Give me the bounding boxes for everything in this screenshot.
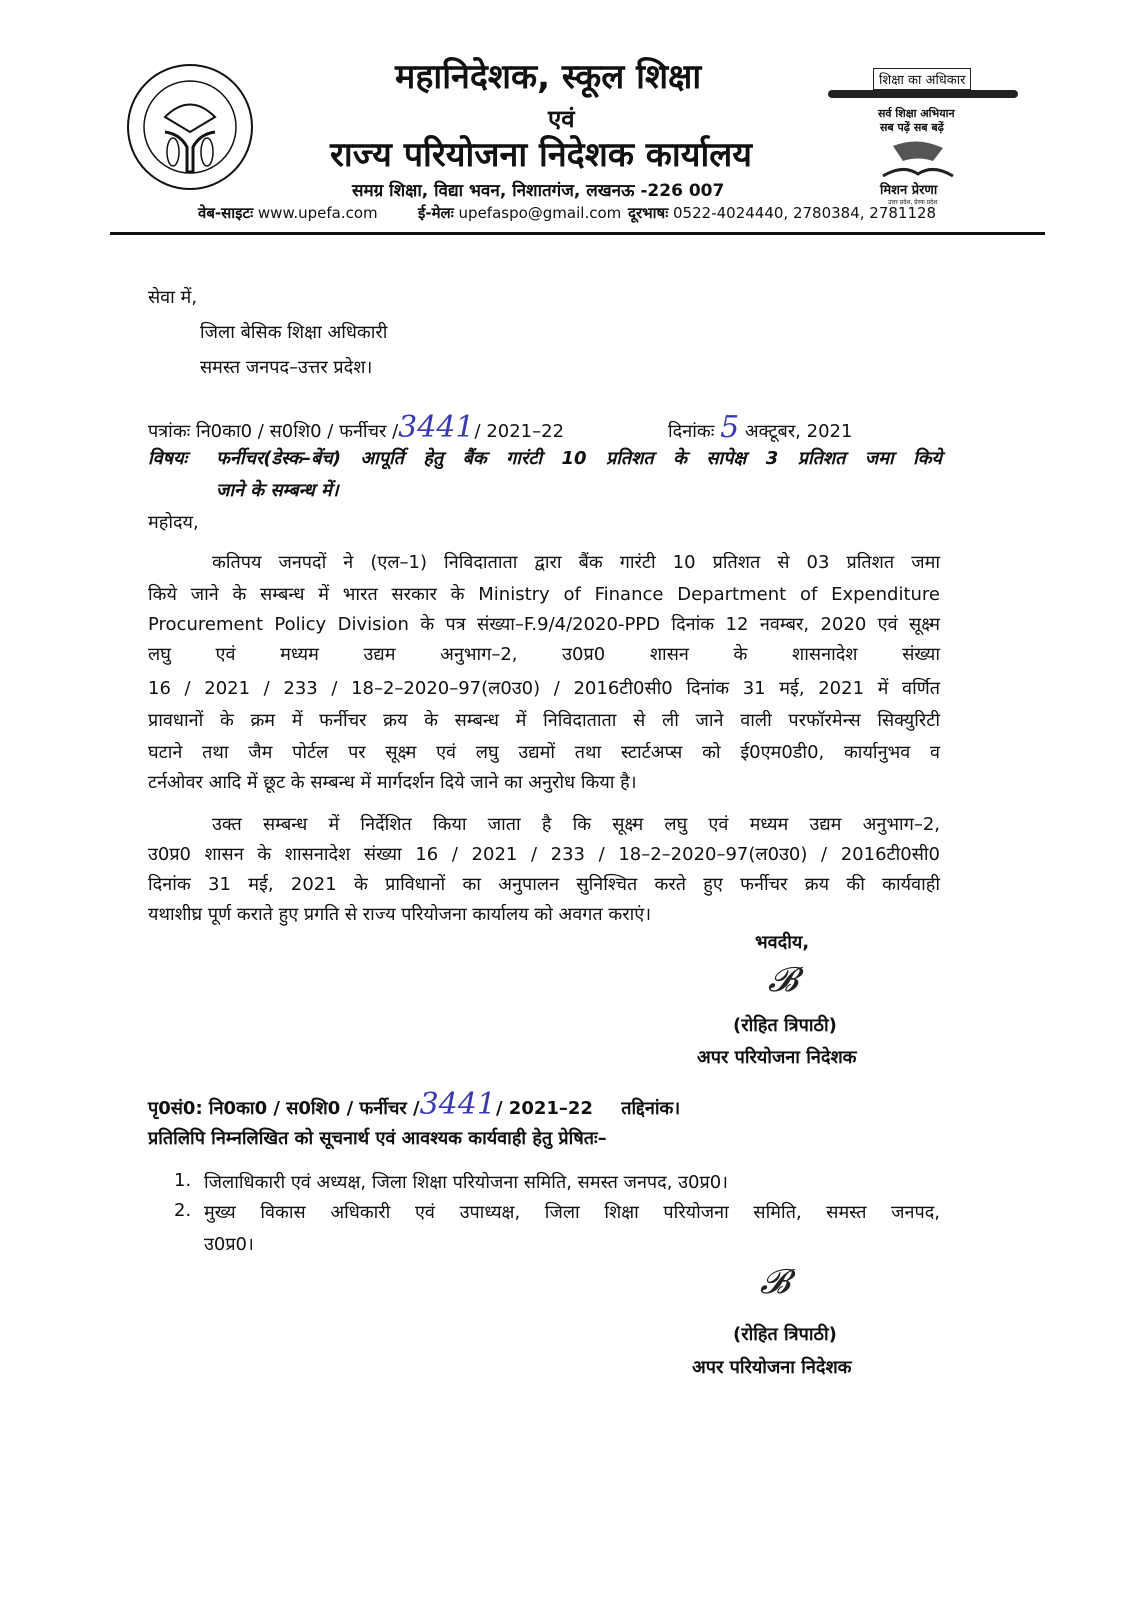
paragraph-line: उ0प्र0 शासन के शासनादेश संख्या 16 / 2021 / 233 / 18–2–2020–97(ल0उ0) / 2016टी0सी0 bbox=[148, 844, 940, 865]
letter-date bbox=[668, 410, 852, 445]
signature: 𝓑 bbox=[768, 960, 798, 1000]
paragraph-line: टर्नओवर आदि में छूट के सम्बन्ध में मार्गदर्शन दिये जाने का अनुरोध किया है। bbox=[148, 772, 637, 793]
office-title-line3: राज्य परियोजना निदेशक कार्यालय bbox=[330, 135, 753, 175]
website-value: www.upefa.com bbox=[257, 204, 378, 222]
date-label: दिनांकः bbox=[668, 421, 715, 442]
date-rest: अक्टूबर, 2021 bbox=[744, 421, 853, 442]
list-item-continuation: उ0प्र0। bbox=[204, 1234, 254, 1255]
website bbox=[198, 203, 378, 223]
logo-line2: सब पढ़ें सब बढ़ें bbox=[880, 121, 944, 134]
paragraph-line: 16 / 2021 / 233 / 18–2–2020–97(ल0उ0) / 2016टी0सी0 दिनांक 31 मई, 2021 में वर्णित bbox=[148, 678, 940, 699]
ref-number-handwritten: 3441 bbox=[398, 410, 475, 445]
ssa-logo bbox=[828, 60, 1028, 210]
paragraph-line: लघु एवं मध्यम उद्यम अनुभाग–2, उ0प्र0 शासन के शासनादेश संख्या bbox=[148, 644, 940, 665]
office-title-line1: महानिदेशक, स्कूल शिक्षा bbox=[395, 57, 702, 97]
paragraph-line: किये जाने के सम्बन्ध में भारत सरकार के Ministry of Finance Department of Expenditure bbox=[148, 584, 940, 605]
paragraph-line: कतिपय जनपदों ने (एल–1) निविदाताता द्वारा बैंक गारंटी 10 प्रतिशत से 03 प्रतिशत जमा bbox=[212, 552, 940, 573]
list-item-number: 1. bbox=[174, 1170, 192, 1191]
header-divider bbox=[110, 232, 1045, 235]
subject-line2: जाने के सम्बन्ध में। bbox=[216, 480, 339, 501]
signatory-name: (रोहित त्रिपाठी) bbox=[733, 1015, 837, 1036]
addressee-line1: जिला बेसिक शिक्षा अधिकारी bbox=[200, 322, 388, 343]
date-day-handwritten: 5 bbox=[720, 410, 740, 445]
website-label: वेब-साइटः bbox=[198, 204, 254, 222]
pencil-icon bbox=[828, 90, 1018, 98]
paragraph-line: उक्त सम्बन्ध में निर्देशित किया जाता है कि सूक्ष्म लघु एवं मध्यम उद्यम अनुभाग–2, bbox=[212, 814, 940, 835]
addressee-to: सेवा में, bbox=[148, 287, 198, 308]
list-item-number: 2. bbox=[174, 1200, 192, 1221]
office-title-line2: एवं bbox=[548, 105, 575, 133]
copy-ref-suffix: / 2021–22 bbox=[495, 1098, 593, 1119]
paragraph-line: दिनांक 31 मई, 2021 के प्राविधानों का अनुपालन सुनिश्चित करते हुए फर्नीचर क्रय की कार्यवाही bbox=[148, 874, 940, 895]
letter-reference bbox=[148, 410, 564, 445]
subject-label: विषयः bbox=[148, 448, 188, 469]
copy-intro: प्रतिलिपि निम्नलिखित को सूचनार्थ एवं आवश्यक कार्यवाही हेतु प्रेषितः– bbox=[148, 1128, 607, 1149]
copy-ref-date: तद्दिनांक। bbox=[621, 1098, 681, 1119]
phone-value: 0522-4024440, 2780384, 2781128 bbox=[673, 204, 937, 222]
logo-line1: सर्व शिक्षा अभियान bbox=[878, 107, 955, 120]
book-map-icon bbox=[878, 136, 958, 180]
paragraph-line: यथाशीघ्र पूर्ण कराते हुए प्रगति से राज्य परियोजना कार्यालय को अवगत कराएं। bbox=[148, 904, 652, 925]
email-label: ई-मेलः bbox=[418, 204, 454, 222]
addressee-line2: समस्त जनपद–उत्तर प्रदेश। bbox=[200, 357, 373, 378]
closing-yours: भवदीय, bbox=[755, 932, 810, 953]
paragraph-line: Procurement Policy Division के पत्र संख्या–F.9/4/2020-PPD दिनांक 12 नवम्बर, 2020 एवं सूक्ष्म bbox=[148, 614, 940, 635]
ref-suffix: / 2021–22 bbox=[474, 421, 565, 442]
list-item: मुख्य विकास अधिकारी एवं उपाध्यक्ष, जिला शिक्षा परियोजना समिति, समस्त जनपद, bbox=[204, 1202, 940, 1223]
paragraph-line: घटाने तथा जैम पोर्टल पर सूक्ष्म एवं लघु उद्यमों तथा स्टार्टअप्स को ई0एम0डी0, कार्यानुभव व bbox=[148, 742, 940, 763]
subject-line1: फर्नीचर(डेस्क–बेंच) आपूर्ति हेतु बैंक गारंटी 10 प्रतिशत के सापेक्ष 3 प्रतिशत जमा किये bbox=[216, 448, 942, 469]
state-emblem bbox=[125, 62, 255, 196]
ref-prefix: नि0का0 / स0शि0 / फर्नीचर / bbox=[196, 421, 399, 442]
copy-ref-prefix: पृ0सं0: नि0का0 / स0शि0 / फर्नीचर / bbox=[148, 1098, 420, 1119]
logo-banner: शिक्षा का अधिकार bbox=[873, 68, 971, 90]
copy-ref-number-handwritten: 3441 bbox=[419, 1087, 496, 1122]
copy-reference bbox=[148, 1087, 680, 1122]
signatory-designation-2: अपर परियोजना निदेशक bbox=[692, 1357, 852, 1378]
mission-sub: उत्तर प्रदेश, प्रेरक प्रदेश bbox=[888, 199, 938, 206]
greeting: महोदय, bbox=[148, 512, 199, 533]
mission-prerna: मिशन प्रेरणा bbox=[880, 183, 938, 198]
email bbox=[418, 203, 621, 223]
signature: 𝓑 bbox=[760, 1262, 790, 1302]
signatory-name-2: (रोहित त्रिपाठी) bbox=[733, 1324, 837, 1345]
list-item: जिलाधिकारी एवं अध्यक्ष, जिला शिक्षा परियोजना समिति, समस्त जनपद, उ0प्र0। bbox=[204, 1172, 728, 1193]
email-value: upefaspo@gmail.com bbox=[458, 204, 622, 222]
paragraph-line: प्रावधानों के क्रम में फर्नीचर क्रय के सम्बन्ध में निविदाताता से ली जाने वाली परफॉरमेन्स सिक्युरिटी bbox=[148, 710, 940, 731]
signatory-designation: अपर परियोजना निदेशक bbox=[697, 1047, 857, 1068]
ref-label: पत्रांकः bbox=[148, 421, 191, 442]
office-address: समग्र शिक्षा, विद्या भवन, निशातगंज, लखनऊ -226 007 bbox=[352, 181, 725, 201]
phone-label: दूरभाषः bbox=[628, 204, 669, 222]
